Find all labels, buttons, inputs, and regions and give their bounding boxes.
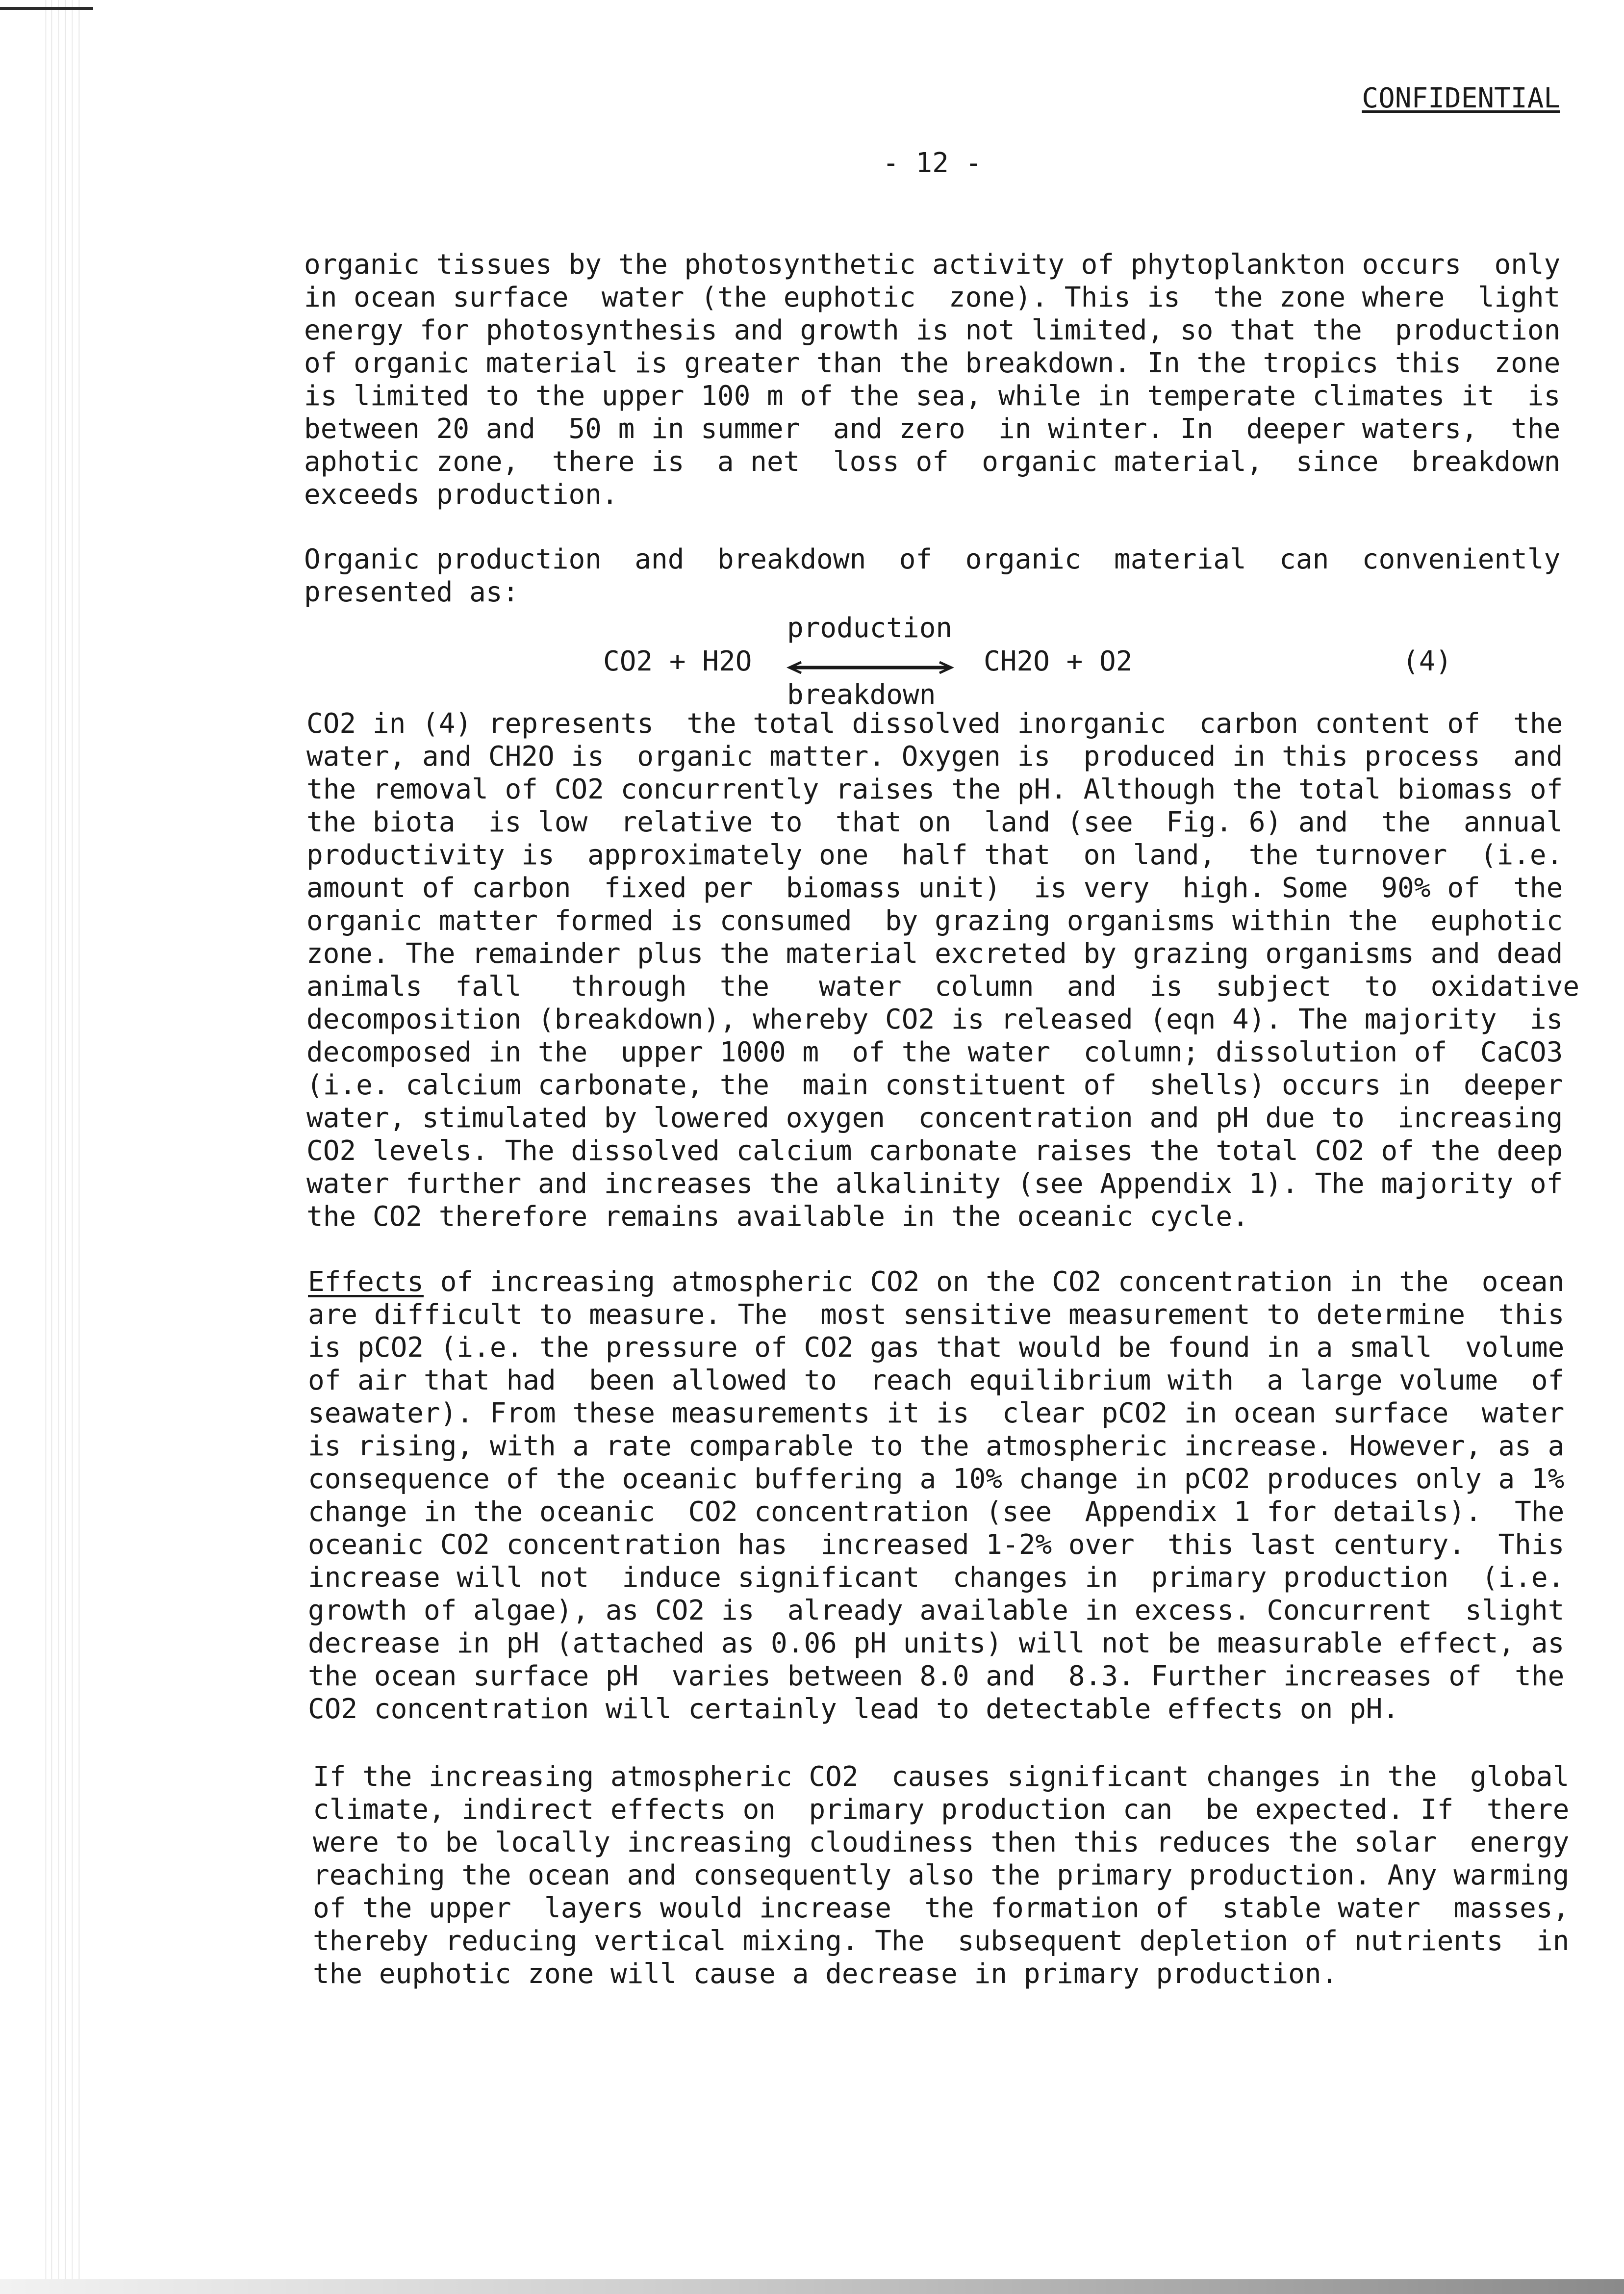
text-line: is rising, with a rate comparable to the atmospheric increase. However, as a — [308, 1430, 1565, 1462]
equation-right-side: CH2O + O2 — [984, 645, 1133, 677]
text-line: seawater). From these measurements it is clear pCO2 in ocean surface water — [308, 1397, 1565, 1429]
text-line: productivity is approximately one half that on land, the turnover (i.e. — [306, 839, 1563, 871]
text-line: decomposed in the upper 1000 m of the water column; dissolution of CaCO3 — [306, 1036, 1563, 1068]
text-line: growth of algae), as CO2 is already available in excess. Concurrent slight — [308, 1595, 1565, 1626]
text-line: (i.e. calcium carbonate, the main constituent of shells) occurs in deeper — [306, 1069, 1563, 1101]
effects-heading-word: Effects — [308, 1266, 424, 1298]
text-line: the removal of CO2 concurrently raises the pH. Although the total biomass of — [306, 773, 1563, 805]
text-line: of the upper layers would increase the formation of stable water masses, — [313, 1892, 1570, 1924]
text-span: of increasing atmospheric CO2 on the CO2 concentration in the ocean — [424, 1266, 1565, 1298]
text-line: oceanic CO2 concentration has increased 1-2% over this last century. This — [308, 1529, 1565, 1561]
text-line: zone. The remainder plus the material excreted by grazing organisms and dead — [306, 938, 1563, 970]
equation-left-side: CO2 + H2O — [603, 645, 752, 677]
text-line — [308, 1268, 1564, 1296]
text-line: thereby reducing vertical mixing. The subsequent depletion of nutrients in — [313, 1925, 1570, 1957]
text-line: increase will not induce significant changes in primary production (i.e. — [308, 1562, 1565, 1594]
text-line: presented as: — [304, 576, 519, 608]
text-line: water, and CH2O is organic matter. Oxygen is produced in this process and — [306, 741, 1563, 773]
text-line: the euphotic zone will cause a decrease in primary production. — [313, 1958, 1338, 1990]
text-line: of air that had been allowed to reach equilibrium with a large volume of — [308, 1365, 1565, 1396]
equation-above-arrow: production — [787, 612, 953, 644]
text-line: CO2 concentration will certainly lead to detectable effects on pH. — [308, 1693, 1399, 1725]
text-line: were to be locally increasing cloudiness then this reduces the solar energy — [313, 1827, 1570, 1858]
text-line: exceeds production. — [304, 479, 618, 511]
text-line: CO2 in (4) represents the total dissolved inorganic carbon content of the — [306, 708, 1563, 740]
text-line: are difficult to measure. The most sensitive measurement to determine this — [308, 1299, 1565, 1331]
text-line: CO2 levels. The dissolved calcium carbonate raises the total CO2 of the deep — [306, 1135, 1563, 1167]
text-line: If the increasing atmospheric CO2 causes significant changes in the global — [313, 1761, 1570, 1793]
text-line: is pCO2 (i.e. the pressure of CO2 gas that would be found in a small volume — [308, 1332, 1565, 1364]
text-line: water further and increases the alkalinity (see Appendix 1). The majority of — [306, 1168, 1563, 1200]
text-line: animals fall through the water column and is subject to oxidative — [306, 971, 1580, 1003]
text-line: decrease in pH (attached as 0.06 pH units) will not be measurable effect, as — [308, 1627, 1565, 1659]
text-line: decomposition (breakdown), whereby CO2 is released (eqn 4). The majority is — [306, 1004, 1563, 1035]
text-line: reaching the ocean and consequently also the primary production. Any warming — [313, 1859, 1570, 1891]
page-number: - 12 - — [883, 147, 982, 179]
equation-below-arrow: breakdown — [787, 679, 936, 711]
text-line: of organic material is greater than the breakdown. In the tropics this zone — [304, 347, 1561, 379]
text-line: in ocean surface water (the euphotic zone). This is the zone where light — [304, 282, 1561, 313]
equation-number: (4) — [1402, 645, 1452, 677]
text-line: organic tissues by the photosynthetic activity of phytoplankton occurs only — [304, 249, 1561, 281]
text-line: change in the oceanic CO2 concentration (see Appendix 1 for details). The — [308, 1496, 1565, 1528]
text-line: energy for photosynthesis and growth is not limited, so that the production — [304, 314, 1561, 346]
text-line: the biota is low relative to that on land (see Fig. 6) and the annual — [306, 806, 1563, 838]
text-line: between 20 and 50 m in summer and zero in winter. In deeper waters, the — [304, 413, 1561, 445]
text-line: Organic production and breakdown of organic material can conveniently — [304, 543, 1561, 575]
text-line: aphotic zone, there is a net loss of organic material, since breakdown — [304, 446, 1561, 478]
text-line: consequence of the oceanic buffering a 10% change in pCO2 produces only a 1% — [308, 1463, 1565, 1495]
text-line: water, stimulated by lowered oxygen concentration and pH due to increasing — [306, 1102, 1563, 1134]
text-line: the ocean surface pH varies between 8.0 and 8.3. Further increases of the — [308, 1660, 1565, 1692]
text-line: is limited to the upper 100 m of the sea, while in temperate climates it is — [304, 380, 1561, 412]
text-line: organic matter formed is consumed by grazing organisms within the euphotic — [306, 905, 1563, 937]
scanned-page-edges — [0, 0, 98, 2294]
text-line: the CO2 therefore remains available in the oceanic cycle. — [306, 1201, 1249, 1233]
reaction-arrow-icon — [785, 661, 956, 674]
text-line: climate, indirect effects on primary production can be expected. If there — [313, 1794, 1570, 1826]
text-line: amount of carbon fixed per biomass unit) is very high. Some 90% of the — [306, 872, 1563, 904]
scan-bottom-edge — [0, 2279, 1624, 2294]
scan-edge-mark — [0, 7, 93, 10]
confidential-label: CONFIDENTIAL — [1362, 82, 1560, 114]
